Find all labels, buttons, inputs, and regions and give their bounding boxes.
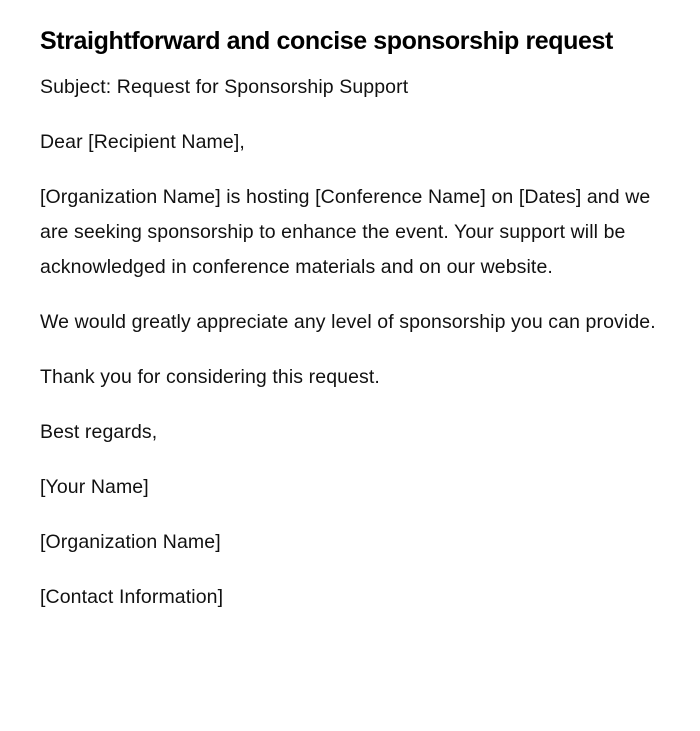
signature-name: [Your Name] (40, 476, 149, 498)
body-paragraph-intro: [Organization Name] is hosting [Conference Name] on [Dates] and we are seeking sponsorship to enhance the event. Your support will be acknowledged in conference materials and on our website. (40, 186, 651, 278)
signature-contact: [Contact Information] (40, 586, 224, 608)
body-paragraph-request: We would greatly appreciate any level of sponsorship you can provide. (40, 311, 656, 333)
salutation: Dear [Recipient Name], (40, 131, 245, 153)
document-title: Straightforward and concise sponsorship request (40, 27, 613, 55)
signature-organization: [Organization Name] (40, 531, 221, 553)
body-paragraph-thanks: Thank you for considering this request. (40, 366, 380, 388)
closing: Best regards, (40, 421, 158, 443)
subject-line: Subject: Request for Sponsorship Support (40, 76, 409, 98)
